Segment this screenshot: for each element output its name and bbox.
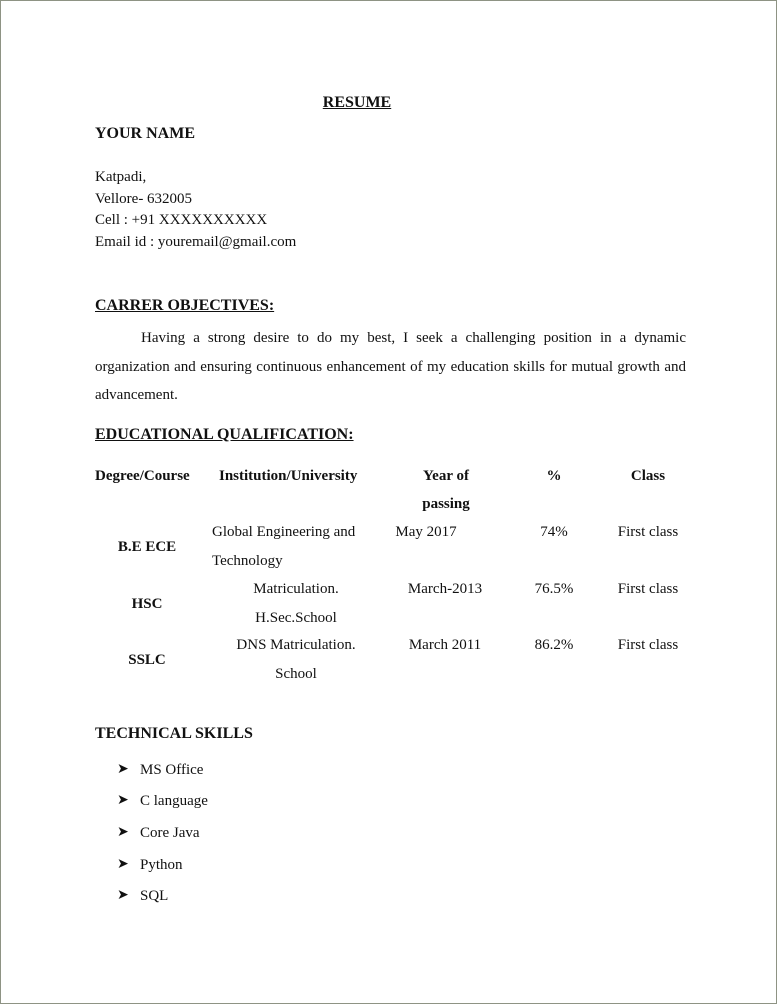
skill-label: Core Java	[140, 824, 200, 841]
objectives-heading: CARRER OBJECTIVES:	[95, 297, 275, 314]
cell-institution	[206, 575, 386, 632]
col-header-year-line-2: passing	[422, 496, 470, 512]
skill-label: SQL	[140, 888, 169, 905]
cell-institution-line-2: School	[275, 665, 317, 682]
cell-class: First class	[617, 581, 679, 597]
cell-institution-line-2: H.Sec.School	[255, 609, 337, 626]
cell-degree: B.E ECE	[117, 539, 177, 555]
arrowhead-bullet-icon: ➤	[117, 856, 129, 872]
arrowhead-bullet-icon: ➤	[117, 824, 129, 840]
contact-block	[95, 167, 296, 253]
skill-label: C language	[140, 793, 208, 810]
skills-list	[117, 754, 208, 912]
cell-class: First class	[617, 524, 679, 540]
cell-degree: SSLC	[128, 652, 166, 668]
list-item	[117, 817, 208, 849]
cell-percent: 86.2%	[534, 637, 574, 653]
arrowhead-bullet-icon: ➤	[117, 793, 129, 809]
arrowhead-bullet-icon: ➤	[117, 761, 129, 777]
col-header-year-line-1: Year of	[423, 468, 469, 484]
cell-institution-line-1: Matriculation.	[253, 581, 339, 597]
applicant-name: YOUR NAME	[95, 125, 195, 142]
cell-year: March-2013	[407, 581, 483, 597]
cell-percent: 76.5%	[534, 581, 574, 597]
cell-institution	[206, 631, 386, 688]
phone-line: Cell : +91 XXXXXXXXXX	[95, 212, 268, 228]
col-header-degree: Degree/Course	[95, 468, 190, 484]
cell-institution-line-1: DNS Matriculation.	[236, 637, 356, 653]
list-item	[117, 754, 208, 786]
col-header-year	[406, 462, 486, 518]
document-title: RESUME	[322, 94, 392, 111]
skill-label: Python	[140, 856, 183, 873]
address-line-2: Vellore- 632005	[95, 190, 193, 207]
list-item	[117, 786, 208, 818]
cell-percent: 74%	[540, 524, 568, 540]
list-item	[117, 849, 208, 881]
list-item	[117, 880, 208, 912]
skills-heading: TECHNICAL SKILLS	[95, 725, 253, 742]
education-heading: EDUCATIONAL QUALIFICATION:	[95, 426, 354, 443]
col-header-percent: %	[546, 468, 562, 484]
cell-institution-line-2: Technology	[212, 552, 283, 569]
col-header-institution: Institution/University	[219, 468, 358, 484]
address-line-1: Katpadi,	[95, 169, 147, 185]
cell-year: March 2011	[408, 637, 482, 653]
cell-degree: HSC	[131, 596, 163, 612]
objectives-text: Having a strong desire to do my best, I seek a challenging position in a dynamic organization and ensuring continuous enhancement of my education skills for mutual growth and advancement.	[95, 330, 686, 403]
col-header-class: Class	[630, 468, 666, 484]
cell-institution-line-1: Global Engineering and	[212, 524, 356, 540]
arrowhead-bullet-icon: ➤	[117, 888, 129, 904]
email-line: Email id : youremail@gmail.com	[95, 233, 297, 250]
cell-class: First class	[617, 637, 679, 653]
skill-label: MS Office	[140, 761, 204, 778]
cell-year: May 2017	[395, 524, 457, 540]
cell-institution	[212, 518, 355, 575]
